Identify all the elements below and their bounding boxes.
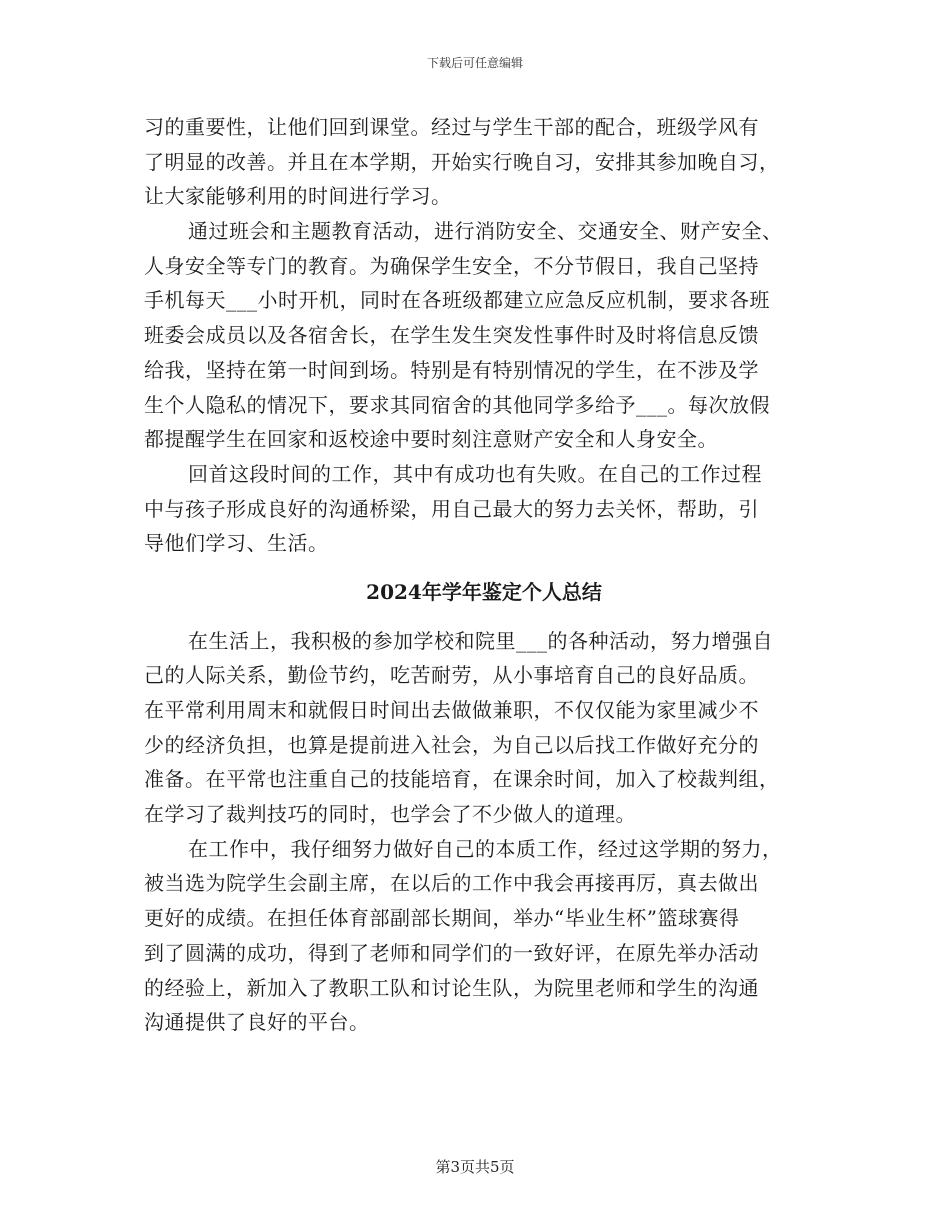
text-line: 习的重要性，让他们回到课堂。经过与学生干部的配合，班级学风有 <box>144 115 759 139</box>
text-line: 沟通提供了良好的平台。 <box>144 1010 370 1035</box>
section-title: 2024年学年鉴定个人总结 <box>366 579 602 604</box>
text-line: 被当选为院学生会副主席，在以后的工作中我会再接再厉，真去做出 <box>144 871 759 896</box>
paragraph <box>144 110 824 214</box>
paragraph <box>144 214 824 457</box>
document-body <box>144 110 824 1040</box>
text-line: 中与孩子形成良好的沟通桥梁，用自己最大的努力去关怀，帮助，引 <box>144 496 759 521</box>
text-line: 人身安全等专门的教育。为确保学生安全，不分节假日，我自己坚持 <box>144 253 759 278</box>
text-line: 生个人隐私的情况下，要求其同宿舍的其他同学多给予___。每次放假 <box>144 392 770 417</box>
text-line: 导他们学习、生活。 <box>144 531 329 556</box>
text-line: 准备。在平常也注重自己的技能培育，在课余时间，加入了校裁判组， <box>144 767 780 792</box>
text-line: 少的经济负担，也算是提前进入社会，为自己以后找工作做好充分的 <box>144 732 759 757</box>
text-line: 在工作中，我仔细努力做好自己的本质工作，经过这学期的努力， <box>188 836 783 861</box>
page-header: 下载后可任意编辑 <box>426 56 523 70</box>
text-line: 让大家能够利用的时间进行学习。 <box>144 184 452 209</box>
text-line: 在学习了裁判技巧的同时，也学会了不少做人的道理。 <box>144 802 636 827</box>
text-line: 都提醒学生在回家和返校途中要时刻注意财产安全和人身安全。 <box>144 427 718 452</box>
text-line: 己的人际关系，勤俭节约，吃苦耐劳，从小事培育自己的良好品质。 <box>144 663 759 688</box>
text-line: 手机每天___小时开机，同时在各班级都建立应急反应机制，要求各班 <box>144 288 770 313</box>
text-line: 给我，坚持在第一时间到场。特别是有特别情况的学生，在不涉及学 <box>144 357 759 382</box>
text-line: 在平常利用周末和就假日时间出去做做兼职，不仅仅能为家里减少不 <box>144 698 759 722</box>
text-line: 通过班会和主题教育活动，进行消防安全、交通安全、财产安全、 <box>188 219 783 244</box>
text-line: 更好的成绩。在担任体育部副部长期间，举办“毕业生杯”篮球赛得 <box>144 906 740 931</box>
text-line: 回首这段时间的工作，其中有成功也有失败。在自己的工作过程 <box>188 461 762 486</box>
page-number: 第3页共5页 <box>435 1158 515 1176</box>
text-line: 了明显的改善。并且在本学期，开始实行晚自习，安排其参加晚自习， <box>144 149 780 174</box>
paragraph <box>144 832 824 1040</box>
text-line: 到了圆满的成功，得到了老师和同学们的一致好评，在原先举办活动 <box>144 940 759 965</box>
text-line: 在生活上，我积极的参加学校和院里___的各种活动，努力增强自 <box>188 628 773 653</box>
text-line: 班委会成员以及各宿舍长，在学生发生突发性事件时及时将信息反馈 <box>144 323 759 348</box>
text-line: 的经验上，新加入了教职工队和讨论生队，为院里老师和学生的沟通 <box>144 975 759 1000</box>
paragraph <box>144 624 824 832</box>
paragraph <box>144 457 824 561</box>
